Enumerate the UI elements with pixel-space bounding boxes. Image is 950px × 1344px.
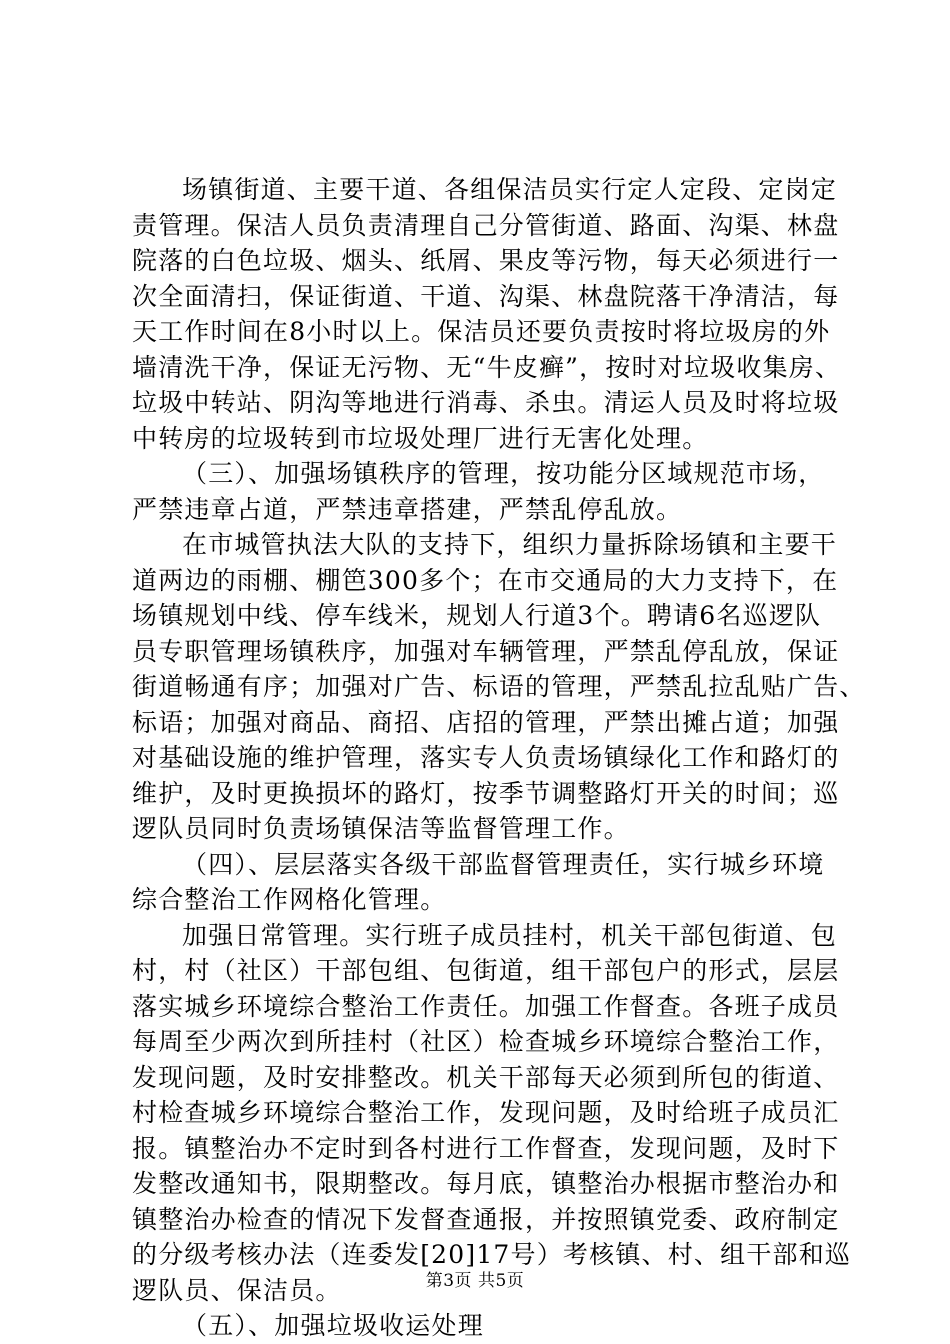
text-line: 责管理。保洁人员负责清理自己分管街道、路面、沟渠、林盘	[132, 210, 840, 240]
text-line: 街道畅通有序；加强对广告、标语的管理，严禁乱拉乱贴广告、	[132, 672, 866, 701]
page-footer: 第3页 共5页	[425, 1271, 525, 1291]
text-line: 标语；加强对商品、商招、店招的管理，严禁出摊占道；加强	[132, 707, 840, 737]
text-line: 村，村（社区）干部包组、包街道，组干部包户的形式，层层	[132, 956, 840, 985]
text-line: 道两边的雨棚、棚笆300多个；在市交通局的大力支持下，在	[132, 565, 839, 595]
text-line: 维护，及时更换损坏的路灯，按季节调整路灯开关的时间；巡	[132, 778, 840, 808]
text-line: 发整改通知书，限期整改。每月底，镇整治办根据市整治办和	[132, 1169, 840, 1198]
text-line: （五）、加强垃圾收运处理	[182, 1311, 484, 1340]
document-body	[132, 172, 866, 1344]
text-line: 院落的白色垃圾、烟头、纸屑、果皮等污物，每天必须进行一	[132, 246, 840, 275]
text-line: 墙清洗干净，保证无污物、无“牛皮癣”，按时对垃圾收集房、	[132, 352, 842, 382]
text-line: 中转房的垃圾转到市垃圾处理厂进行无害化处理。	[132, 423, 709, 453]
text-line: 村检查城乡环境综合整治工作，发现问题，及时给班子成员汇	[132, 1098, 840, 1127]
text-line: 场镇街道、主要干道、各组保洁员实行定人定段、定岗定	[182, 175, 838, 204]
text-line: 天工作时间在8小时以上。保洁员还要负责按时将垃圾房的外	[132, 317, 831, 346]
text-line: 次全面清扫，保证街道、干道、沟渠、林盘院落干净清洁，每	[132, 281, 840, 311]
text-line: 逻队员同时负责场镇保洁等监督管理工作。	[132, 814, 630, 843]
text-line: （四）、层层落实各级干部监督管理责任，实行城乡环境	[182, 849, 825, 879]
text-line: 报。镇整治办不定时到各村进行工作督查，发现问题，及时下	[132, 1133, 840, 1163]
text-line: 对基础设施的维护管理，落实专人负责场镇绿化工作和路灯的	[132, 743, 840, 772]
text-line: 垃圾中转站、阴沟等地进行消毒、杀虫。清运人员及时将垃圾	[132, 388, 840, 417]
text-line: 员专职管理场镇秩序，加强对车辆管理，严禁乱停乱放，保证	[132, 636, 840, 666]
text-line: 逻队员、保洁员。	[132, 1275, 342, 1305]
text-line: 发现问题，及时安排整改。机关干部每天必须到所包的街道、	[132, 1062, 840, 1092]
text-line: 在市城管执法大队的支持下，组织力量拆除场镇和主要干	[182, 530, 838, 559]
text-line: 综合整治工作网格化管理。	[132, 885, 447, 914]
text-line: 镇整治办检查的情况下发督查通报，并按照镇党委、政府制定	[132, 1204, 840, 1234]
text-line: 每周至少两次到所挂村（社区）检查城乡环境综合整治工作，	[132, 1027, 840, 1056]
text-line: （三）、加强场镇秩序的管理，按功能分区域规范市场，	[182, 459, 825, 488]
text-line: 场镇规划中线、停车线米，规划人行道3个。聘请6名巡逻队	[132, 601, 822, 630]
text-line: 落实城乡环境综合整治工作责任。加强工作督查。各班子成员	[132, 991, 840, 1021]
text-line: 严禁违章占道，严禁违章搭建，严禁乱停乱放。	[132, 494, 683, 524]
text-line: 的分级考核办法（连委发[20]17号）考核镇、村、组干部和巡	[132, 1240, 852, 1269]
text-line: 加强日常管理。实行班子成员挂村，机关干部包街道、包	[182, 920, 838, 950]
